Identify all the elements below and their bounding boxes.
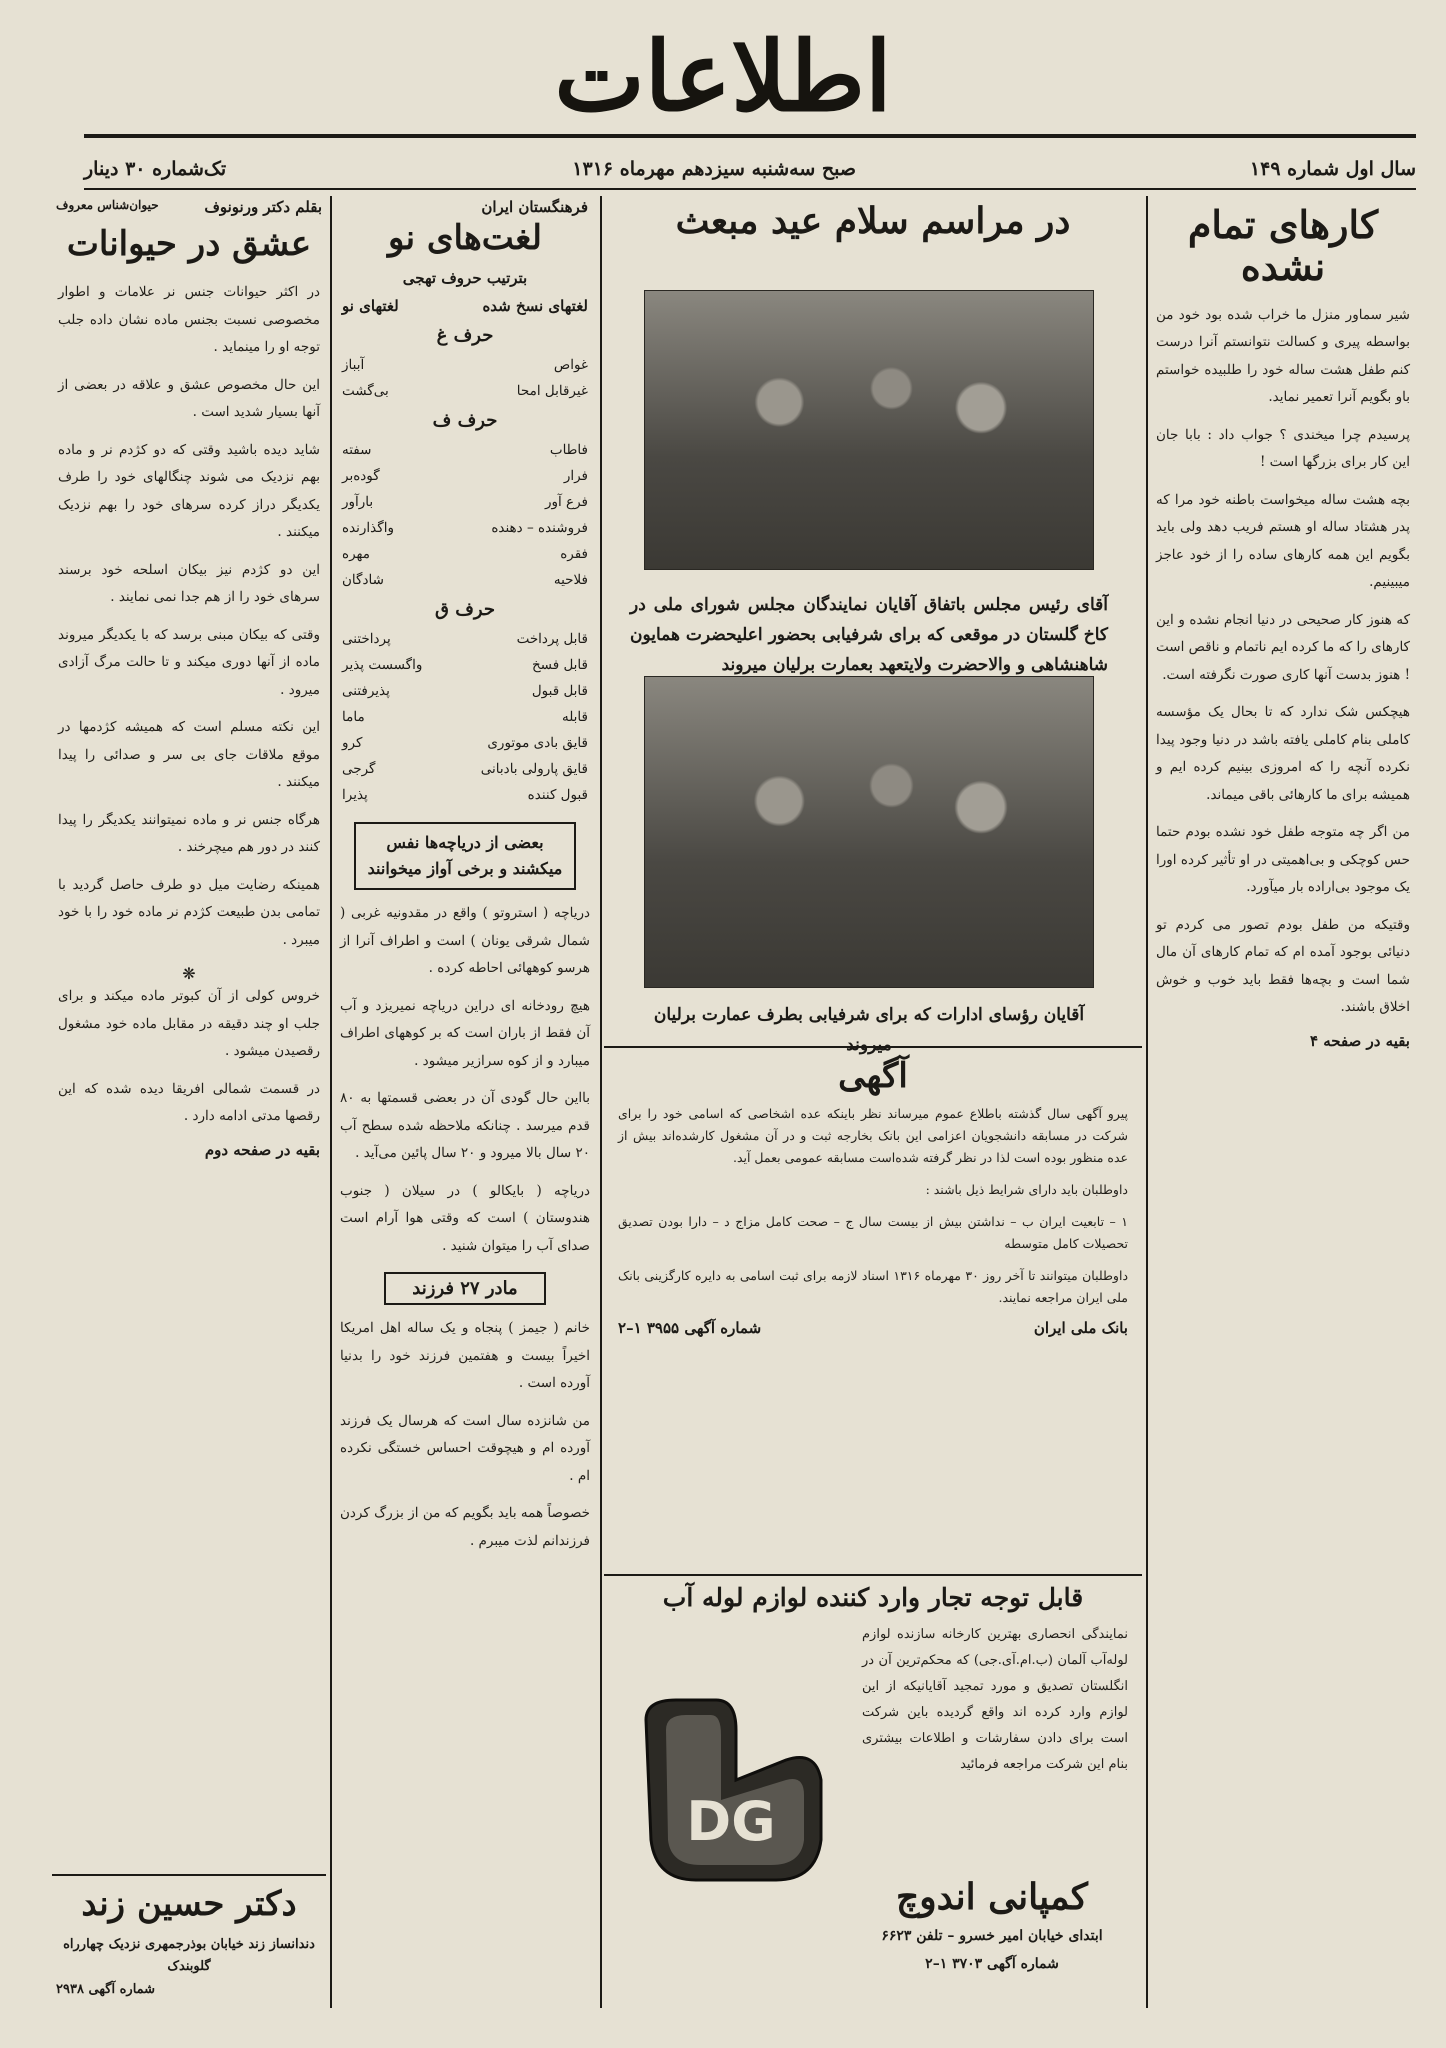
word-pair: فروشنده – دهنده واگذارنده xyxy=(342,520,588,537)
advert-logo-text: DG xyxy=(686,1790,776,1853)
masthead-rule xyxy=(84,134,1416,138)
dentist-ad-reference: شماره آگهی ۲۹۳۸ xyxy=(56,1982,156,1997)
word-pair: قابل قبول پذیرفتنی xyxy=(342,683,588,700)
notice-title: آگهی xyxy=(838,1056,908,1096)
word-pair: قابله ماما xyxy=(342,709,588,726)
article-unfinished-works xyxy=(1150,196,1416,2008)
photo-caption: آقای رئیس مجلس باتفاق آقایان نمایندگان مجلس شورای ملی در کاخ گلستان در موقعی که برای شرفیابی بحضور اعلیحضرت همایون شاهنشاهی و والاحضرت ولایتعهد بعمارت برلیان میروند xyxy=(630,595,1108,675)
article-headline: در مراسم سلام عید مبعث xyxy=(675,200,1071,242)
notice-paragraph: ۱ – تابعیت ایران ب – نداشتن بیش از بیست سال ج – صحت کامل مزاج د – دارا بودن تصدیق تحصیلات کامل متوسطه xyxy=(618,1214,1128,1252)
bank-notice xyxy=(612,1054,1134,1574)
word-pair: قایق بادی موتوری کرو xyxy=(342,735,588,752)
advert-heading: قابل توجه تجار وارد کننده لوازم لوله آب xyxy=(662,1583,1084,1612)
paragraph: که هنوز کار صحیحی در دنیا انجام نشده و این کارهای را که ما کرده ایم ناتمام و ناقص است ! هنوز بدست آنها کاری صورت نگرفته است. xyxy=(1156,611,1410,683)
dentist-ad-name: دکتر حسین زند xyxy=(81,1884,297,1924)
continued-note: بقیه در صفحه ۴ xyxy=(1309,1031,1410,1050)
section-rule xyxy=(52,1874,326,1876)
paragraph: این دو کژدم نیز بیکان اسلحه خود برسند سرهای خود را از هم جدا نمی نمایند . xyxy=(58,561,320,606)
advert-company: کمپانی اندوچ xyxy=(896,1876,1088,1918)
paragraph: بااین حال گودی آن در بعضی قسمتها به ۸۰ قدم میرسد . چنانکه ملاحظه شده سطح آب ۲۰ سال بالا میرود و ۲۰ سال پائین می‌آید . xyxy=(340,1090,590,1162)
advert-text: نمایندگی انحصاری بهترین کارخانه سازنده لوازم لوله‌آب آلمان (ب.ام.آی.جی) که محکم‌ترین آن در انگلستان تصدیق و مورد تمجید آقایانیکه از این لوازم وارد کرده اند واقع گردیده باین شرکت است برای دادن سفارشات و اطلاعات بیشتری بنام این شرکت مراجعه فرمائید xyxy=(862,1626,1128,1772)
column-divider xyxy=(330,196,332,2008)
letter-section-title: حرف ق xyxy=(435,599,495,621)
advert-reference: شماره آگهی ۳۷۰۳ ۱–۲ xyxy=(925,1956,1059,1972)
paragraph: خروس کولی از آن کبوتر ماده میکند و برای جلب او چند دقیقه در مقابل ماده خود مشغول رقصیدن میشود . xyxy=(58,988,320,1060)
column-divider xyxy=(600,196,602,2008)
section-rule xyxy=(604,1046,1142,1048)
notice-paragraph: داوطلبان میتوانند تا آخر روز ۳۰ مهرماه ۱۳۱۶ اسناد لازمه برای ثبت اسامی به دایره کارگزینی بانک ملی ایران مراجعه نمایند. xyxy=(618,1268,1129,1306)
word-pair: فقره مهره xyxy=(342,546,588,563)
paragraph: این نکته مسلم است که همیشه کژدمها در موقع ملاقات جای بی سر و صدائی را پیدا میکنند . xyxy=(58,719,320,791)
word-pair: فلاحیه شادگان xyxy=(342,572,588,589)
dentist-ad-address: دندانساز زند خیابان بوذرجمهری نزدیک چهارراه گلوبندک xyxy=(63,1937,315,1974)
paragraph: وقتیکه من طفل بودم تصور می کردم تو دنیائی بوجود آمده ام که تمام کارهای آن مال شما است و بچه‌ها فقط باید خوب و خوش اخلاق باشند. xyxy=(1156,916,1410,1016)
dateline-rule xyxy=(84,188,1416,190)
separator-ornament-icon: ❋ xyxy=(182,964,196,984)
paragraph: پرسیدم چرا میخندی ؟ جواب داد : بابا جان این کار برای بزرگها است ! xyxy=(1156,426,1410,471)
notice-reference: شماره آگهی ۳۹۵۵ ۱–۲ xyxy=(618,1319,762,1338)
paragraph: خصوصاً همه باید بگویم که من از بزرگ کردن فرزندانم لذت میبرم . xyxy=(340,1505,590,1549)
article-headline: کارهای تمام نشده xyxy=(1187,202,1379,289)
paragraph: خانم ( جیمز ) پنجاه و یک ساله اهل امریکا اخیراً بیست و هفتمین فرزند خود را بدنیا آورده است . xyxy=(340,1320,590,1392)
photo-parliament-members xyxy=(644,290,1094,570)
dateline xyxy=(84,152,1416,186)
word-pair: قابل فسخ واگسست پذیر xyxy=(342,657,588,674)
word-pair: قایق پارولی بادبانی گرجی xyxy=(342,761,588,778)
paragraph: وقتی که بیکان مبنی برسد که با یکدیگر میروند ماده از آنها دوری میکند و تا حالت مرگ آزادی میرود . xyxy=(58,626,320,698)
pipe-fitting-icon xyxy=(636,1690,826,1890)
word-pair: فرار گوده‌بر xyxy=(342,468,588,485)
paragraph: دریاچه ( بایکالو ) در سیلان ( جنوب هندوستان ) است که وقتی هوا آرام است صدای آب را میتوان شنید . xyxy=(340,1182,590,1254)
continued-note: بقیه در صفحه دوم xyxy=(204,1140,320,1159)
column-divider xyxy=(1146,196,1148,2008)
article-author: بقلم دکتر ورنونوف xyxy=(204,198,322,216)
paragraph: شیر سماور منزل ما خراب شده بود خود من بواسطه پیری و کسالت نتوانستم آنرا درست کنم طفل هشت ساله خود را طلبیده خواستم باو بگویم آنرا تعمیر نماید. xyxy=(1156,306,1410,406)
word-pair: غواص آبباز xyxy=(342,357,588,374)
paragraph: همینکه رضایت میل دو طرف حاصل گردید با تمامی بدن طبیعت کژدم نر ماده خود را با خود میبرد . xyxy=(58,876,320,948)
notice-signature: بانک ملی ایران xyxy=(1033,1319,1128,1338)
advert-address: ابتدای خیابان امیر خسرو – تلفن ۶۶۲۳ xyxy=(881,1928,1103,1944)
column-header-new: لغتهای نو xyxy=(342,297,399,316)
paragraph: دریاچه ( استروتو ) واقع در مقدونیه غربی ( شمال شرقی یونان ) است و اطراف آنرا از هرسو کوههائی احاطه کرده . xyxy=(340,905,590,977)
word-pair: غیرقابل امحا بی‌گشت xyxy=(342,383,588,400)
letter-section-title: حرف ف xyxy=(432,410,498,432)
article-author-title: حیوان‌شناس معروف xyxy=(56,198,159,212)
word-pair: فاطاب سفته xyxy=(342,442,588,459)
article-headline: عشق در حیوانات xyxy=(66,224,312,264)
paragraph: بچه هشت ساله میخواست باطنه خود مرا که پدر هشتاد ساله او هستم فریب دهد ولی باید بگویم این همه کارهای ساده را از خود عاجز میبینیم. xyxy=(1156,491,1410,591)
section-rule xyxy=(604,1574,1142,1576)
article-love-in-animals xyxy=(52,196,326,2008)
notice-paragraph: داوطلبان باید دارای شرایط ذیل باشند : xyxy=(925,1182,1128,1198)
paragraph: من شانزده سال است که هرسال یک فرزند آورده ام و هیچوقت احساس خستگی نکرده ام . xyxy=(340,1412,590,1484)
paragraph: من اگر چه متوجه طفل خود نشده بودم حتما حس کوچکی و بی‌اهمیتی در او تأثیر کرده اورا یک موجود بی‌اراده بار میآورد. xyxy=(1156,824,1410,896)
column-header-old: لغتهای نسخ شده xyxy=(482,297,588,316)
article-headline: لغت‌های نو xyxy=(388,218,542,258)
paragraph: در اکثر حیوانات جنس نر علامات و اطوار مخصوصی نسبت بجنس ماده نشان داده جلب توجه او را مینماید . xyxy=(58,284,320,356)
paragraph: شاید دیده باشید وقتی که دو کژدم نر و ماده بهم نزدیک می شوند چنگالهای خود را طرف یکدیگر دراز کرده سرهای خود را بهم نزدیک میکنند . xyxy=(58,441,320,541)
paragraph: هیچکس شک ندارد که تا بحال یک مؤسسه کاملی بنام کاملی یافته باشد در دنیا وجود پیدا نکرده آنچه را که امروزی بینیم کرده ایم و همیشه برای ما کارهائی باقی میماند. xyxy=(1156,704,1410,803)
pipe-fitting-logo xyxy=(636,1690,826,1890)
notice-paragraph: پیرو آگهی سال گذشته باطلاع عموم میرساند نظر باینکه عده اشخاصی که اسامی خود را برای شرکت در مسابقه دانشجویان اعزامی این بانک بخارجه ثبت و در آن مشغول کارشده‌اند بیش از عده منظور بوده است لذا در نظر گرفته شده‌است مسابقه عمومی بعمل آید. xyxy=(618,1106,1128,1166)
word-list-subtitle: بترتیب حروف تهجی xyxy=(402,269,528,288)
word-pair: فرع آور بارآور xyxy=(342,494,588,511)
word-pair: قبول کننده پذیرا xyxy=(342,787,588,804)
mother-headline-box: مادر ۲۷ فرزند xyxy=(384,1272,546,1305)
lakes-headline-box: بعضی از دریاچه‌ها نفس میکشند و برخی آواز میخوانند xyxy=(354,822,576,890)
newspaper-title: اطلاعات xyxy=(554,20,892,133)
article-new-words xyxy=(334,196,596,2008)
paragraph: هرگاه جنس نر و ماده نمیتوانند یکدیگر را پیدا کنند در دور هم میچرخند . xyxy=(58,811,320,856)
issue-number: سال اول شماره ۱۴۹ xyxy=(1249,158,1416,180)
photo-department-heads xyxy=(644,676,1094,988)
word-pair: قابل پرداخت پرداختنی xyxy=(342,631,588,648)
paragraph: هیچ رودخانه ای دراین دریاچه نمیریزد و آب آن فقط از باران است که بر کوههای اطراف میبارد و از کوه سرازیر میشود . xyxy=(340,997,590,1069)
paragraph: این حال مخصوص عشق و علاقه در بعضی از آنها بسیار شدید است . xyxy=(58,376,320,421)
article-kicker: فرهنگستان ایران xyxy=(481,198,588,216)
paragraph: در قسمت شمالی افریقا دیده شده که این رقصها مدتی ادامه دارد . xyxy=(58,1080,320,1125)
issue-date: صبح سه‌شنبه سیزدهم مهرماه ۱۳۱۶ xyxy=(572,158,856,180)
masthead xyxy=(0,0,1446,133)
letter-section-title: حرف غ xyxy=(436,325,494,347)
issue-price: تک‌شماره ۳۰ دینار xyxy=(84,158,227,180)
photo-caption: آقایان رؤسای ادارات که برای شرفیابی بطرف عمارت برلیان میروند xyxy=(653,1005,1085,1055)
